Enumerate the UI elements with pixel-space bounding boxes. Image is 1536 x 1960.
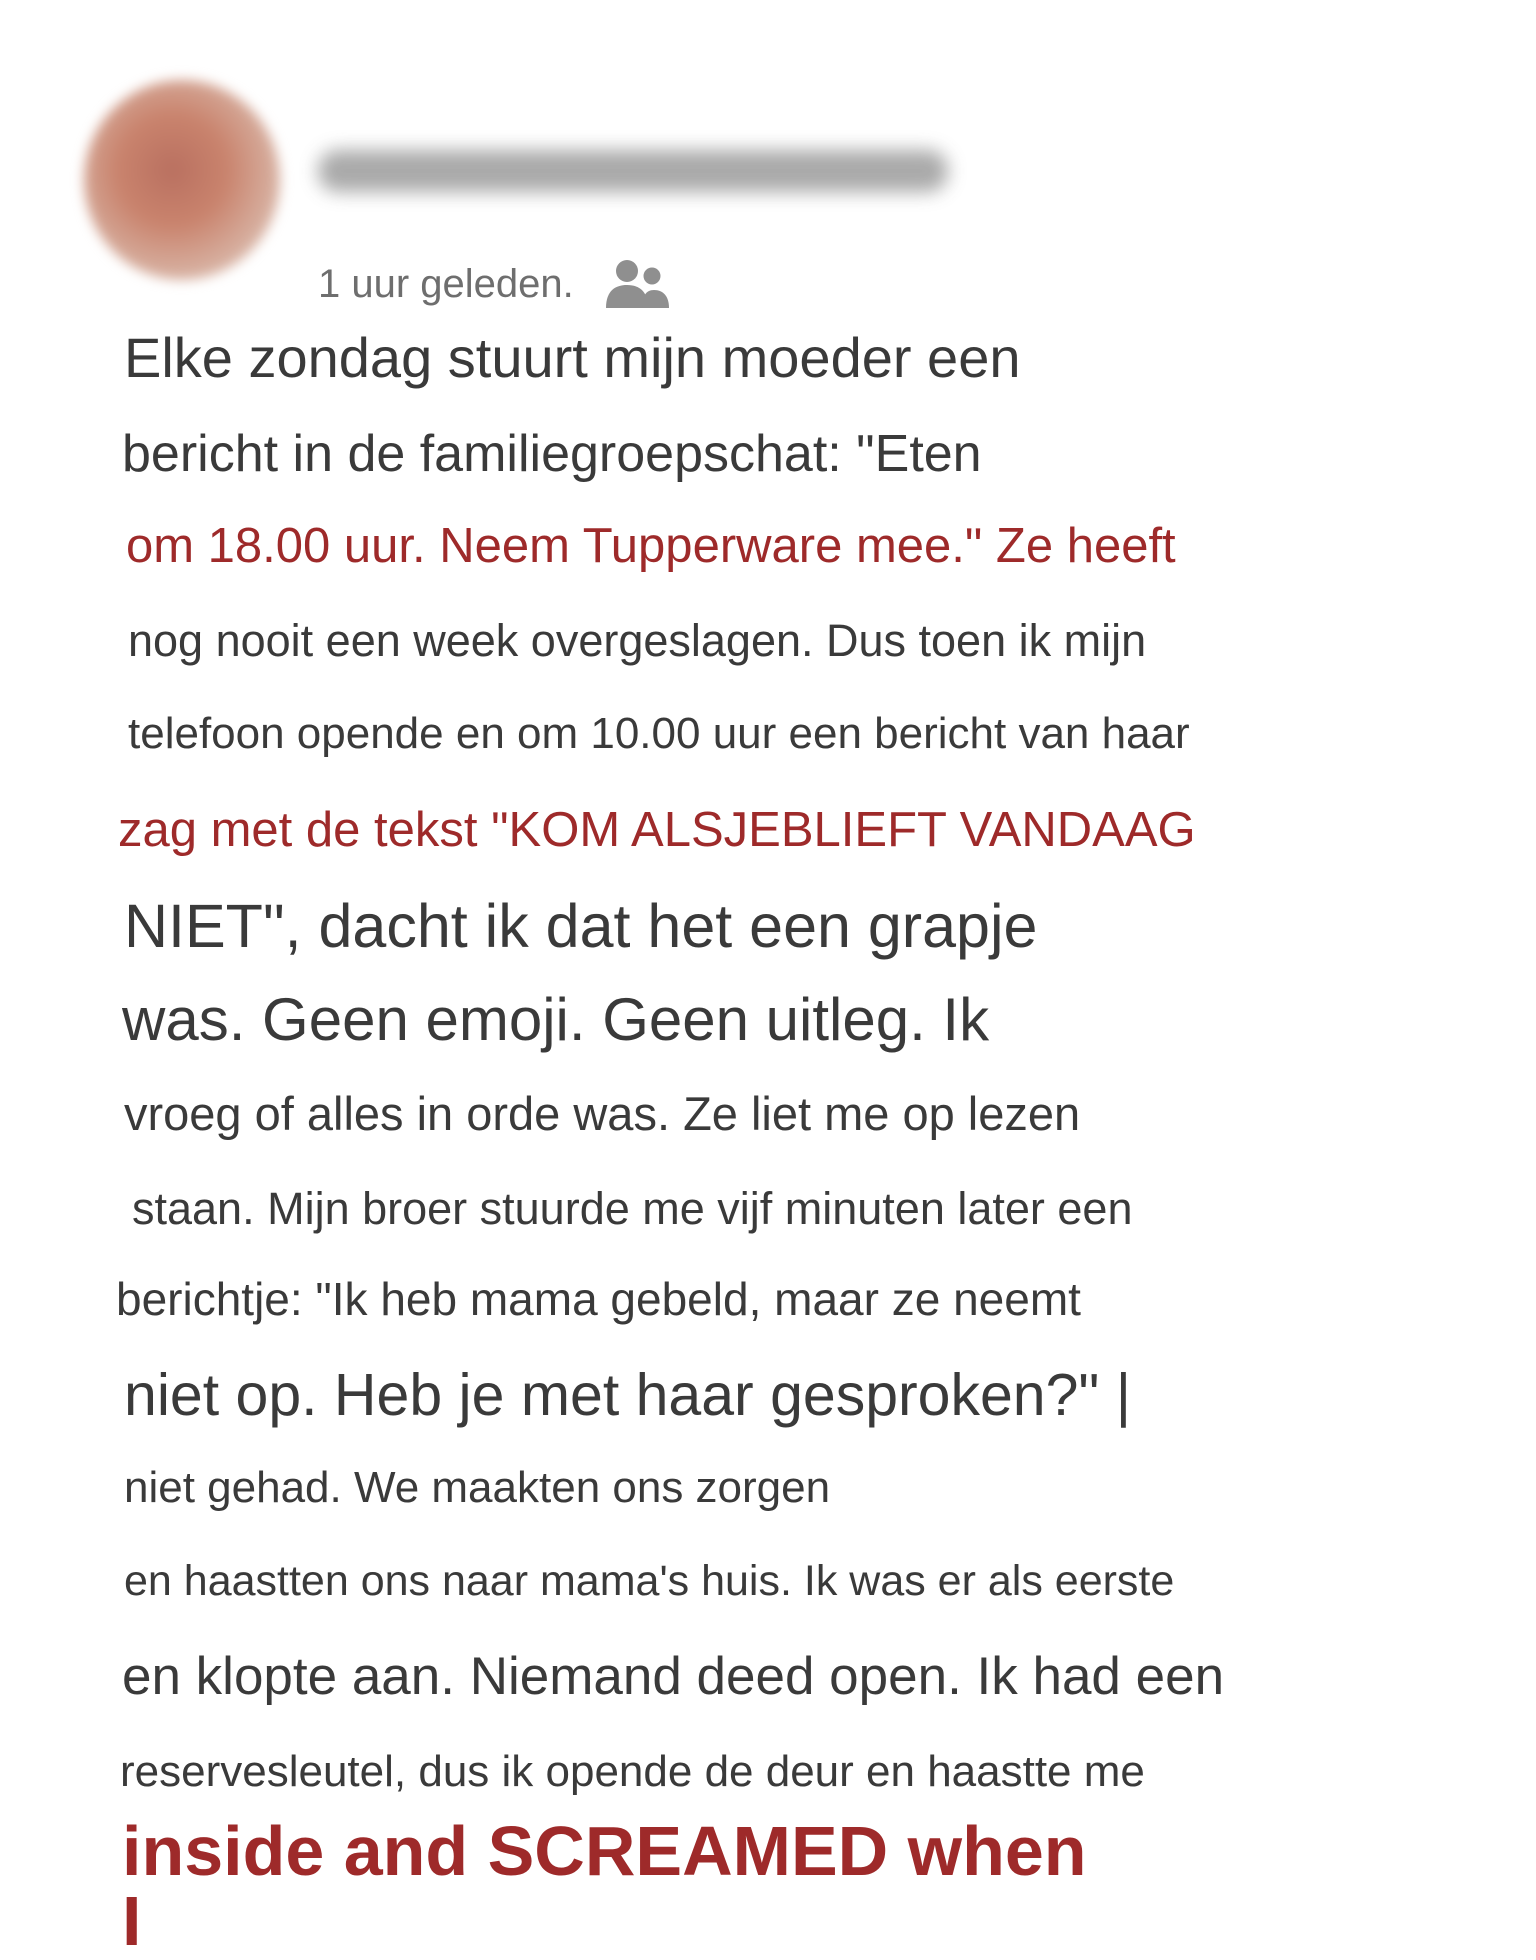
post-line-15: en klopte aan. Niemand deed open. Ik had een xyxy=(122,1647,1225,1706)
post-line-4: nog nooit een week overgeslagen. Dus toen ik mijn xyxy=(128,615,1147,666)
post-meta xyxy=(318,262,672,306)
post-line-9: vroeg of alles in orde was. Ze liet me op lezen xyxy=(124,1087,1081,1140)
post-line-17: inside and SCREAMED when I xyxy=(122,1812,1087,1960)
timestamp: 1 uur geleden. xyxy=(318,261,574,306)
post-line-12: niet op. Heb je met haar gesproken?" | xyxy=(124,1362,1132,1428)
post-line-17-cutoff xyxy=(122,1812,1122,1960)
post-line-14: en haastten ons naar mama's huis. Ik was er als eerste xyxy=(124,1557,1175,1605)
post-line-3: om 18.00 uur. Neem Tupperware mee." Ze heeft xyxy=(126,519,1176,573)
post-line-8: was. Geen emoji. Geen uitleg. Ik xyxy=(122,986,990,1053)
post-line-13: niet gehad. We maakten ons zorgen xyxy=(124,1463,831,1512)
group-icon xyxy=(602,258,672,310)
post-line-6: zag met de tekst "KOM ALSJEBLIEFT VANDAAG xyxy=(118,803,1196,857)
post-line-11: berichtje: "Ik heb mama gebeld, maar ze neemt xyxy=(116,1273,1081,1325)
post-line-2: bericht in de familiegroepschat: "Eten xyxy=(122,425,982,483)
post-line-16: reservesleutel, dus ik opende de deur en haastte me xyxy=(120,1747,1145,1796)
post-line-10: staan. Mijn broer stuurde me vijf minuten later een xyxy=(132,1183,1133,1234)
avatar[interactable] xyxy=(84,80,280,280)
username-redacted[interactable] xyxy=(318,150,948,192)
post-line-5: telefoon opende en om 10.00 uur een bericht van haar xyxy=(128,709,1190,758)
post-line-1: Elke zondag stuurt mijn moeder een xyxy=(124,326,1021,389)
post-line-7: NIET", dacht ik dat het een grapje xyxy=(124,892,1038,960)
